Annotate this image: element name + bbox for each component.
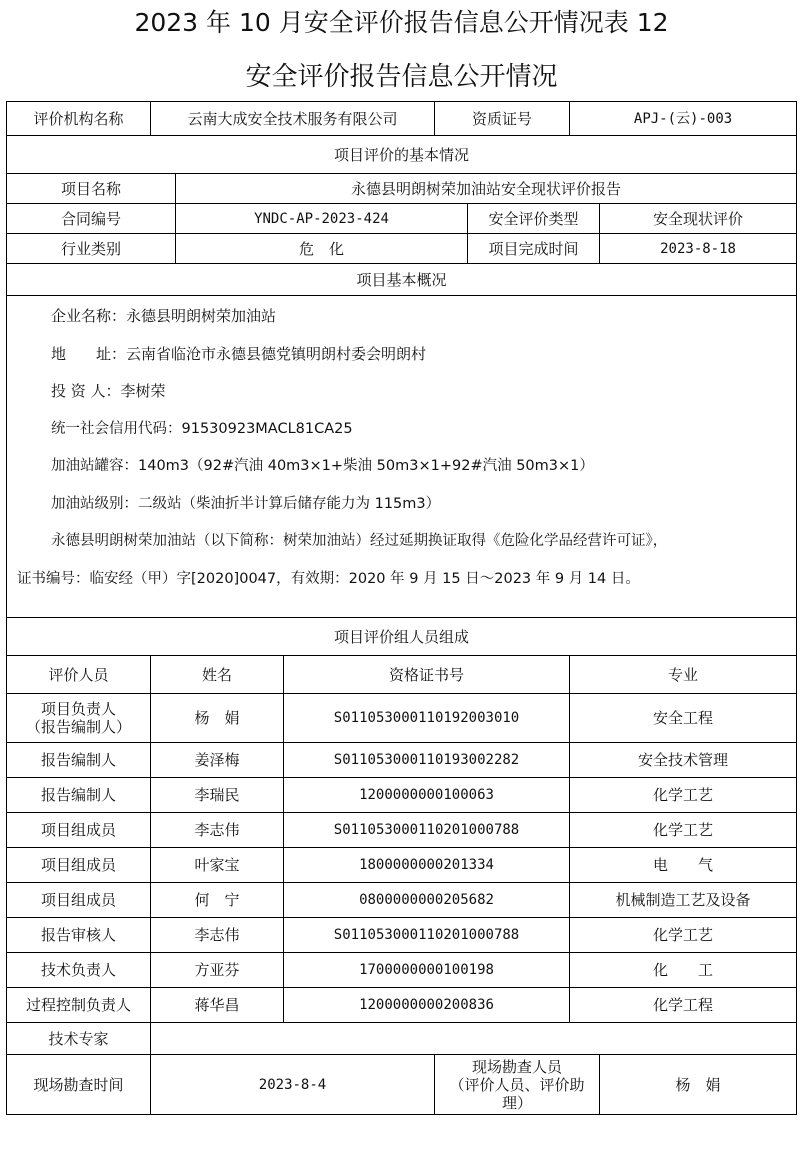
- survey-time: 2023-8-4: [151, 1055, 435, 1115]
- table-row: [7, 953, 797, 988]
- member-major: 化学工艺: [570, 813, 797, 848]
- industry-value: 危 化: [176, 234, 468, 264]
- member-name: 杨 娟: [151, 694, 284, 743]
- member-cert: 1200000000200836: [284, 988, 570, 1023]
- overview-line: 投 资 人：李树荣: [51, 382, 166, 400]
- team-header-cert: 资格证书号: [284, 656, 570, 694]
- member-name: 方亚芬: [151, 953, 284, 988]
- table-row: [7, 694, 797, 743]
- team-header-major: 专业: [570, 656, 797, 694]
- member-major: 化 工: [570, 953, 797, 988]
- survey-staff-label: 现场勘查人员 （评价人员、评价助理）: [435, 1055, 600, 1115]
- report-main-title: 2023 年 10 月安全评价报告信息公开情况表 12: [134, 8, 669, 37]
- member-name: 李志伟: [151, 918, 284, 953]
- overview-line: 证书编号：临安经（甲）字[2020]0047，有效期：2020 年 9 月 15 日～2023 年 9 月 14 日。: [17, 570, 640, 587]
- member-name: 李瑞民: [151, 778, 284, 813]
- eval-type: 安全现状评价: [600, 204, 797, 234]
- member-role: 报告编制人: [7, 778, 151, 813]
- survey-staff: 杨 娟: [600, 1055, 797, 1115]
- agency-label: 评价机构名称: [7, 102, 151, 136]
- member-major: 安全工程: [570, 694, 797, 743]
- overview-line: 地 址：云南省临沧市永德县德党镇明朗村委会明朗村: [51, 344, 427, 363]
- member-role: 报告编制人: [7, 743, 151, 778]
- overview-section-title: 项目基本概况: [7, 264, 797, 296]
- overview-line: 永德县明朗树荣加油站（以下简称：树荣加油站）经过延期换证取得《危险化学品经营许可证》，: [51, 533, 668, 549]
- team-header-name: 姓名: [151, 656, 284, 694]
- member-name: 何 宁: [151, 883, 284, 918]
- member-name: 李志伟: [151, 813, 284, 848]
- member-cert: 1200000000100063: [284, 778, 570, 813]
- member-major: 电 气: [570, 848, 797, 883]
- finish-label: 项目完成时间: [468, 234, 600, 264]
- overview-line: 加油站级别：二级站（柴油折半计算后储存能力为 115m3）: [51, 495, 441, 512]
- member-major: 化学工程: [570, 988, 797, 1023]
- expert-label: 技术专家: [7, 1023, 151, 1055]
- member-cert: 1800000000201334: [284, 848, 570, 883]
- info-table: [6, 101, 797, 1115]
- member-cert: 1700000000100198: [284, 953, 570, 988]
- member-major: 化学工艺: [570, 918, 797, 953]
- industry-label: 行业类别: [7, 234, 176, 264]
- cert-label: 资质证号: [435, 102, 570, 136]
- project-name-label: 项目名称: [7, 174, 176, 204]
- expert-value: [151, 1023, 797, 1055]
- member-role: 项目组成员: [7, 848, 151, 883]
- overview-line: 企业名称：永德县明朗树荣加油站: [51, 307, 277, 325]
- member-cert: S011053000110193002282: [284, 743, 570, 778]
- member-name: 姜泽梅: [151, 743, 284, 778]
- overview-body: [7, 296, 797, 618]
- member-cert: S011053000110201000788: [284, 918, 570, 953]
- table-row: [7, 988, 797, 1023]
- member-name: 叶家宝: [151, 848, 284, 883]
- table-row: [7, 848, 797, 883]
- member-role: 过程控制负责人: [7, 988, 151, 1023]
- table-row: [7, 813, 797, 848]
- member-role: 项目负责人 （报告编制人）: [7, 694, 151, 743]
- member-cert: S011053000110201000788: [284, 813, 570, 848]
- overview-line: 统一社会信用代码：91530923MACL81CA25: [51, 420, 353, 437]
- member-major: 安全技术管理: [570, 743, 797, 778]
- member-major: 机械制造工艺及设备: [570, 883, 797, 918]
- table-row: [7, 918, 797, 953]
- survey-time-label: 现场勘查时间: [7, 1055, 151, 1115]
- agency-name: 云南大成安全技术服务有限公司: [151, 102, 435, 136]
- contract-label: 合同编号: [7, 204, 176, 234]
- eval-type-label: 安全评价类型: [468, 204, 600, 234]
- team-section-title: 项目评价组人员组成: [7, 618, 797, 656]
- member-role: 项目组成员: [7, 813, 151, 848]
- table-row: [7, 778, 797, 813]
- table-row: [7, 743, 797, 778]
- basic-section-title: 项目评价的基本情况: [7, 136, 797, 174]
- member-major: 化学工艺: [570, 778, 797, 813]
- member-cert: S011053000110192003010: [284, 694, 570, 743]
- overview-line: 加油站罐容：140m3（92#汽油 40m3×1+柴油 50m3×1+92#汽油 50m3×1）: [51, 458, 594, 474]
- project-name: 永德县明朗树荣加油站安全现状评价报告: [176, 174, 797, 204]
- member-name: 蒋华昌: [151, 988, 284, 1023]
- agency-cert: APJ-(云)-003: [570, 102, 797, 136]
- contract-number: YNDC-AP-2023-424: [176, 204, 468, 234]
- team-header-role: 评价人员: [7, 656, 151, 694]
- member-role: 报告审核人: [7, 918, 151, 953]
- report-sub-title: 安全评价报告信息公开情况: [245, 62, 558, 92]
- member-role: 技术负责人: [7, 953, 151, 988]
- member-role: 项目组成员: [7, 883, 151, 918]
- table-row: [7, 883, 797, 918]
- member-cert: 0800000000205682: [284, 883, 570, 918]
- finish-date: 2023-8-18: [600, 234, 797, 264]
